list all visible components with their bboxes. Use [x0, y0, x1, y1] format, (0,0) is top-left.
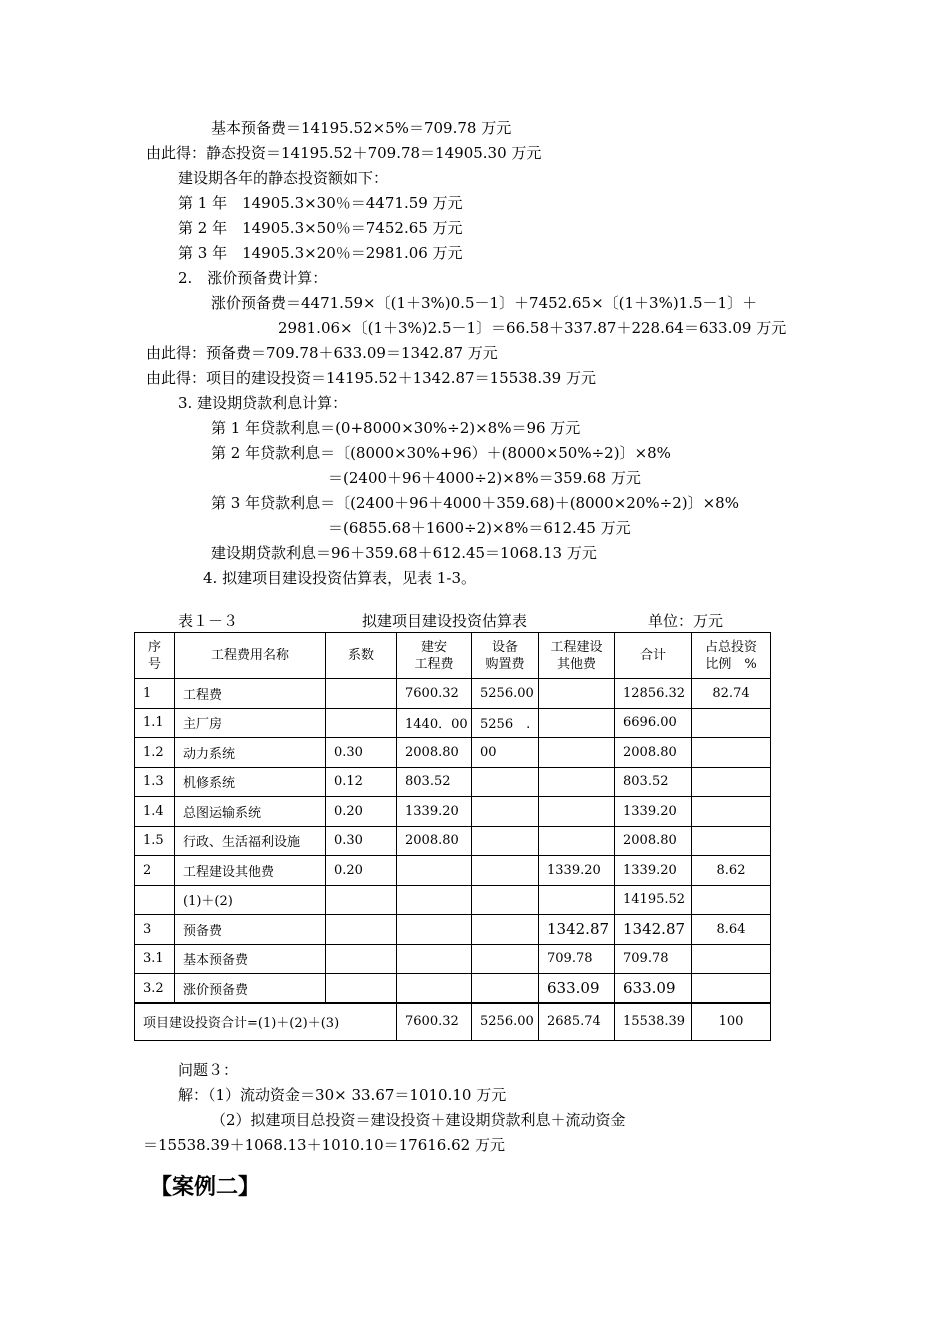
- table-cell: [539, 826, 615, 856]
- table-cell: [692, 738, 771, 768]
- table-row: [135, 797, 771, 827]
- table-cell: [539, 679, 615, 709]
- text-line: 第 1 年 14905.3×30％＝4471.59 万元: [178, 194, 463, 212]
- text-line: 第 3 年 14905.3×20％＝2981.06 万元: [178, 244, 463, 262]
- table-cell: [397, 885, 472, 915]
- table-cell: [326, 679, 397, 709]
- table-cell: (1)＋(2): [175, 885, 326, 915]
- table-cell: [472, 826, 539, 856]
- table-cell: 3: [135, 915, 175, 945]
- table-cell: [326, 915, 397, 945]
- text-line: 第 2 年 14905.3×50％＝7452.65 万元: [178, 219, 463, 237]
- header-other-cost: 工程建设 其他费: [539, 633, 615, 679]
- text-line: 解：（1）流动资金＝30× 33.67＝1010.10 万元: [178, 1086, 507, 1104]
- table-cell: 82.74: [692, 679, 771, 709]
- table-total-row: [135, 1003, 771, 1040]
- table-cell: 2685.74: [539, 1003, 615, 1040]
- table-row: [135, 826, 771, 856]
- table-cell: 5256.00: [472, 1003, 539, 1040]
- table-cell: 2008.80: [615, 738, 692, 768]
- table-cell: 2008.80: [397, 738, 472, 768]
- table-cell: 1339.20: [397, 797, 472, 827]
- table-row: [135, 915, 771, 945]
- table-cell: 0.30: [326, 826, 397, 856]
- header-ratio: 占总投资 比例 %: [692, 633, 771, 679]
- table-cell: 3.2: [135, 974, 175, 1004]
- table-cell: [472, 767, 539, 797]
- text-line: 建设期各年的静态投资额如下：: [178, 169, 389, 187]
- text-line: 由此得：预备费＝709.78＋633.09＝1342.87 万元: [146, 344, 498, 362]
- table-cell: 7600.32: [397, 1003, 472, 1040]
- table-row: [135, 767, 771, 797]
- text-line: 基本预备费＝14195.52×5%＝709.78 万元: [211, 119, 512, 137]
- table-cell: [472, 797, 539, 827]
- table-cell: [692, 797, 771, 827]
- table-cell: 14195.52: [615, 885, 692, 915]
- table-cell: [135, 885, 175, 915]
- table-row: [135, 856, 771, 886]
- table-cell: 633.09: [615, 974, 692, 1004]
- table-cell: 1.2: [135, 738, 175, 768]
- table-cell: [472, 974, 539, 1004]
- table-cell: [397, 974, 472, 1004]
- table-cell: [539, 767, 615, 797]
- text-line: （2）拟建项目总投资＝建设投资＋建设期贷款利息＋流动资金: [211, 1111, 626, 1129]
- table-cell: [326, 944, 397, 974]
- text-line: ＝(2400＋96＋4000÷2)×8%＝359.68 万元: [328, 469, 641, 487]
- text-line: 涨价预备费＝4471.59×〔(1＋3%)0.5－1〕＋7452.65×〔(1＋3%)1.5－1〕＋: [211, 294, 758, 312]
- table-cell: 8.64: [692, 915, 771, 945]
- table-cell: [472, 885, 539, 915]
- table-row: [135, 679, 771, 709]
- table-cell: 3.1: [135, 944, 175, 974]
- table-cell: 2: [135, 856, 175, 886]
- table-cell: [326, 885, 397, 915]
- text-line: 由此得：项目的建设投资＝14195.52＋1342.87＝15538.39 万元: [146, 369, 596, 387]
- case-heading: 【案例二】: [150, 1175, 261, 1200]
- table-header-row: [135, 633, 771, 679]
- table-title: 拟建项目建设投资估算表: [362, 612, 528, 630]
- table-cell: 基本预备费: [175, 944, 326, 974]
- table-cell: 1342.87: [539, 915, 615, 945]
- table-cell: 行政、生活福利设施: [175, 826, 326, 856]
- table-cell: 预备费: [175, 915, 326, 945]
- table-cell: 工程建设其他费: [175, 856, 326, 886]
- text-line: 第 1 年贷款利息＝(0+8000×30%÷2)×8%＝96 万元: [211, 419, 581, 437]
- table-cell: 2008.80: [615, 826, 692, 856]
- table-cell: [539, 708, 615, 738]
- text-line: 2. 涨价预备费计算：: [178, 269, 328, 287]
- table-cell: 0.20: [326, 797, 397, 827]
- table-cell: [539, 738, 615, 768]
- table-cell: 1339.20: [539, 856, 615, 886]
- table-cell: [326, 708, 397, 738]
- table-cell: 7600.32: [397, 679, 472, 709]
- table-cell: 5256.00: [472, 679, 539, 709]
- table-cell: [692, 708, 771, 738]
- text-line: 4. 拟建项目建设投资估算表，见表 1-3。: [203, 569, 477, 587]
- table-cell: 动力系统: [175, 738, 326, 768]
- table-cell: 633.09: [539, 974, 615, 1004]
- table-cell: 12856.32: [615, 679, 692, 709]
- table-cell: 709.78: [615, 944, 692, 974]
- table-cell: [397, 915, 472, 945]
- table-cell: 1339.20: [615, 797, 692, 827]
- table-cell: 100: [692, 1003, 771, 1040]
- table-row: [135, 708, 771, 738]
- table-cell: 2008.80: [397, 826, 472, 856]
- table-cell: 1.4: [135, 797, 175, 827]
- table-row: [135, 944, 771, 974]
- table-cell: 6696.00: [615, 708, 692, 738]
- table-cell: [692, 826, 771, 856]
- table-cell: 0.20: [326, 856, 397, 886]
- text-line: ＝15538.39＋1068.13＋1010.10＝17616.62 万元: [143, 1136, 505, 1154]
- table-cell: 机修系统: [175, 767, 326, 797]
- header-construction-cost: 建安 工程费: [397, 633, 472, 679]
- header-coefficient: 系数: [326, 633, 397, 679]
- table-cell: 1342.87: [615, 915, 692, 945]
- table-cell: 涨价预备费: [175, 974, 326, 1004]
- table-cell: 1.3: [135, 767, 175, 797]
- table-cell: 00: [472, 738, 539, 768]
- header-index: 序 号: [135, 633, 175, 679]
- table-cell: [692, 767, 771, 797]
- table-cell: [472, 944, 539, 974]
- table-cell: [472, 915, 539, 945]
- table-cell: 709.78: [539, 944, 615, 974]
- table-cell: [692, 885, 771, 915]
- table-unit: 单位：万元: [648, 612, 724, 630]
- table-cell: 1440．00: [397, 708, 472, 738]
- table-cell: 0.12: [326, 767, 397, 797]
- header-equipment-cost: 设备 购置费: [472, 633, 539, 679]
- table-cell: 0.30: [326, 738, 397, 768]
- table-row: [135, 974, 771, 1004]
- header-name: 工程费用名称: [175, 633, 326, 679]
- table-cell: 1: [135, 679, 175, 709]
- table-cell: [397, 856, 472, 886]
- table-row: [135, 738, 771, 768]
- table-cell: 8.62: [692, 856, 771, 886]
- text-line: ＝(6855.68＋1600÷2)×8%＝612.45 万元: [328, 519, 631, 537]
- table-cell: 1.1: [135, 708, 175, 738]
- table-cell: [397, 944, 472, 974]
- table-cell: 15538.39: [615, 1003, 692, 1040]
- text-line: 问题３：: [178, 1061, 239, 1079]
- text-line: 第 2 年贷款利息＝〔(8000×30%+96）＋(8000×50%÷2)〕×8%: [211, 444, 671, 462]
- table-cell: 1.5: [135, 826, 175, 856]
- text-line: 3. 建设期贷款利息计算：: [178, 394, 348, 412]
- table-cell: 5256 .: [472, 708, 539, 738]
- header-total: 合计: [615, 633, 692, 679]
- table-cell: 主厂房: [175, 708, 326, 738]
- text-line: 建设期贷款利息＝96＋359.68＋612.45＝1068.13 万元: [211, 544, 597, 562]
- table-number: 表１－３: [178, 612, 239, 630]
- text-line: 2981.06×〔(1＋3%)2.5－1〕＝66.58＋337.87＋228.64＝633.09 万元: [278, 319, 787, 337]
- table-cell: [326, 974, 397, 1004]
- table-cell: 总图运输系统: [175, 797, 326, 827]
- table-cell: [539, 885, 615, 915]
- table-cell: [692, 944, 771, 974]
- text-line: 由此得：静态投资＝14195.52＋709.78＝14905.30 万元: [146, 144, 542, 162]
- table-cell: 803.52: [615, 767, 692, 797]
- investment-estimate-table: [134, 632, 771, 1041]
- table-cell: [692, 974, 771, 1004]
- table-cell: [472, 856, 539, 886]
- table-cell: 803.52: [397, 767, 472, 797]
- table-cell: 1339.20: [615, 856, 692, 886]
- text-line: 第 3 年贷款利息＝〔(2400＋96＋4000＋359.68)＋(8000×20%÷2)〕×8%: [211, 494, 739, 512]
- table-cell: 工程费: [175, 679, 326, 709]
- table-cell: [539, 797, 615, 827]
- total-label: 项目建设投资合计=(1)＋(2)＋(3): [135, 1003, 397, 1040]
- table-row: [135, 885, 771, 915]
